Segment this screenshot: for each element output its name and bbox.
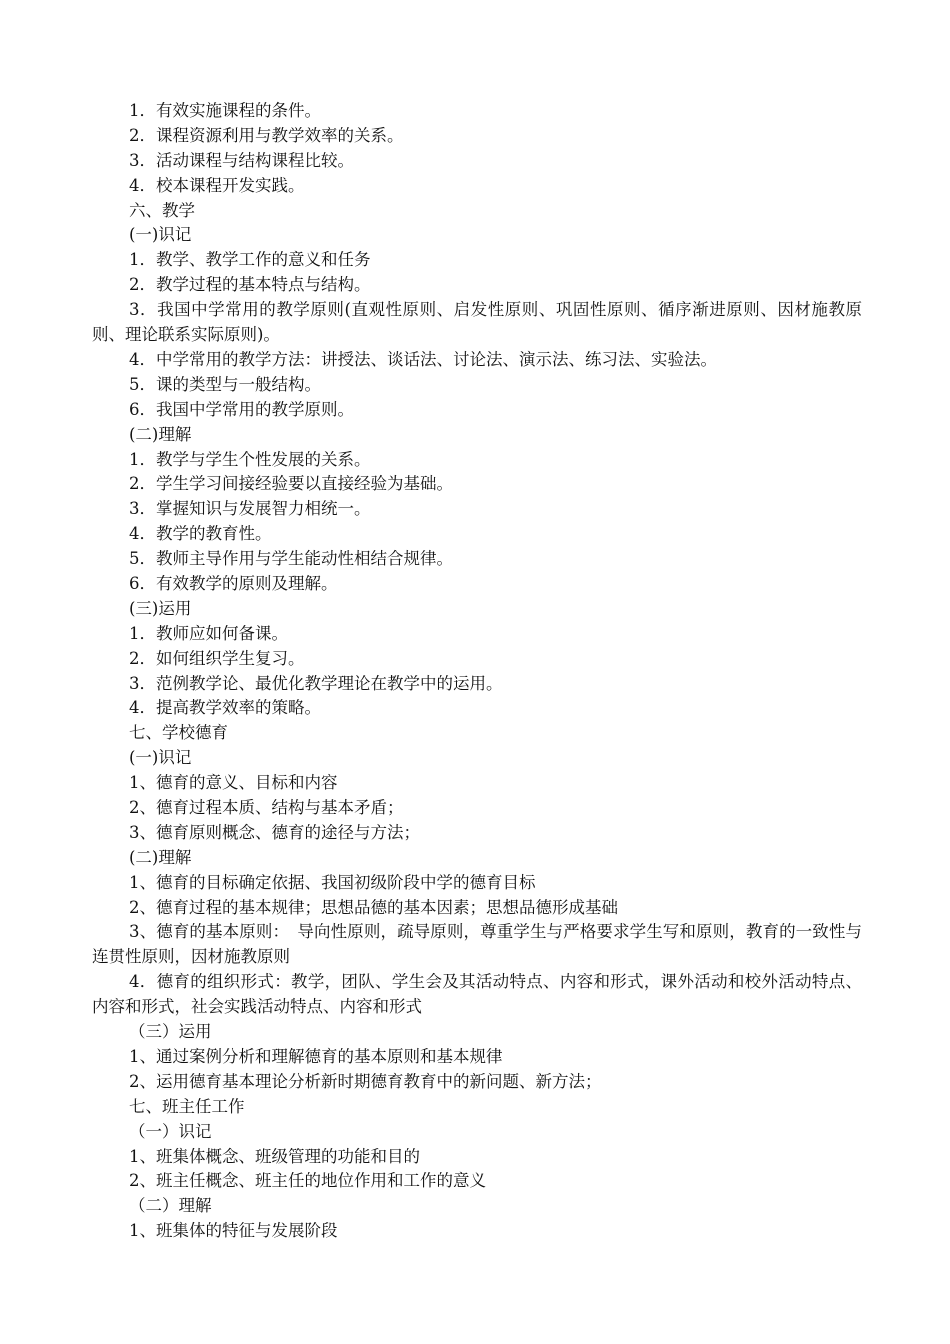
subsection-heading: （三）运用 bbox=[129, 1022, 212, 1042]
list-item: 1．有效实施课程的条件。 bbox=[129, 101, 321, 120]
list-item: 1．教学与学生个性发展的关系。 bbox=[129, 449, 371, 469]
section-heading: 六、教学 bbox=[129, 200, 195, 220]
subsection-heading: (一)识记 bbox=[129, 748, 192, 768]
list-item: 1．教师应如何备课。 bbox=[129, 623, 288, 643]
list-item: 1、班集体概念、班级管理的功能和目的 bbox=[129, 1146, 420, 1166]
list-item: 1、通过案例分析和理解德育的基本原则和基本规律 bbox=[129, 1046, 503, 1066]
list-item: 2．如何组织学生复习。 bbox=[129, 648, 305, 668]
subsection-heading: (二)理解 bbox=[129, 424, 192, 444]
subsection-heading: （二）理解 bbox=[129, 1196, 212, 1216]
list-item: 1．教学、教学工作的意义和任务 bbox=[129, 250, 371, 270]
list-item: 3．我国中学常用的教学原则(直观性原则、启发性原则、巩固性原则、循序渐进原则、因材施教原则、理论联系实际原则)。 bbox=[92, 300, 862, 345]
list-item: 1、班集体的特征与发展阶段 bbox=[129, 1221, 338, 1241]
list-item: 1、德育的目标确定依据、我国初级阶段中学的德育目标 bbox=[129, 872, 536, 892]
subsection-heading: (一)识记 bbox=[129, 225, 192, 245]
list-item: 2、班主任概念、班主任的地位作用和工作的意义 bbox=[129, 1171, 486, 1191]
list-item: 2、德育过程本质、结构与基本矛盾； bbox=[129, 797, 404, 817]
subsection-heading: (二)理解 bbox=[129, 847, 192, 867]
list-item: 2、运用德育基本理论分析新时期德育教育中的新问题、新方法； bbox=[129, 1071, 602, 1091]
list-item: 5．课的类型与一般结构。 bbox=[129, 374, 321, 394]
list-item: 2、德育过程的基本规律；思想品德的基本因素；思想品德形成基础 bbox=[129, 897, 618, 917]
list-item: 6．有效教学的原则及理解。 bbox=[129, 573, 338, 593]
subsection-heading: （一）识记 bbox=[129, 1121, 212, 1141]
list-item: 4．德育的组织形式：教学，团队、学生会及其活动特点、内容和形式，课外活动和校外活动特点、内容和形式，社会实践活动特点、内容和形式 bbox=[92, 972, 862, 1017]
list-item: 3、德育原则概念、德育的途径与方法； bbox=[129, 822, 420, 842]
subsection-heading: (三)运用 bbox=[129, 598, 192, 618]
list-item: 4．中学常用的教学方法：讲授法、谈话法、讨论法、演示法、练习法、实验法。 bbox=[129, 349, 717, 369]
list-item: 3、德育的基本原则： 导向性原则，疏导原则，尊重学生与严格要求学生写和原则，教育的一致性与连贯性原则，因材施教原则 bbox=[92, 922, 862, 967]
list-item: 3．范例教学论、最优化教学理论在教学中的运用。 bbox=[129, 673, 503, 693]
list-item: 2．教学过程的基本特点与结构。 bbox=[129, 275, 371, 295]
document-page bbox=[92, 99, 862, 1244]
section-heading: 七、班主任工作 bbox=[129, 1096, 245, 1116]
section-heading: 七、学校德育 bbox=[129, 723, 228, 743]
list-item: 4．提高教学效率的策略。 bbox=[129, 698, 321, 718]
list-item: 1、德育的意义、目标和内容 bbox=[129, 773, 338, 793]
list-item: 3．活动课程与结构课程比较。 bbox=[129, 150, 354, 170]
list-item: 4．校本课程开发实践。 bbox=[129, 175, 305, 195]
list-item: 6．我国中学常用的教学原则。 bbox=[129, 399, 354, 419]
list-item: 2．学生学习间接经验要以直接经验为基础。 bbox=[129, 474, 453, 494]
list-item: 4．教学的教育性。 bbox=[129, 524, 272, 544]
list-item: 5．教师主导作用与学生能动性相结合规律。 bbox=[129, 549, 453, 569]
list-item: 3．掌握知识与发展智力相统一。 bbox=[129, 499, 371, 519]
list-item: 2．课程资源利用与教学效率的关系。 bbox=[129, 125, 404, 145]
